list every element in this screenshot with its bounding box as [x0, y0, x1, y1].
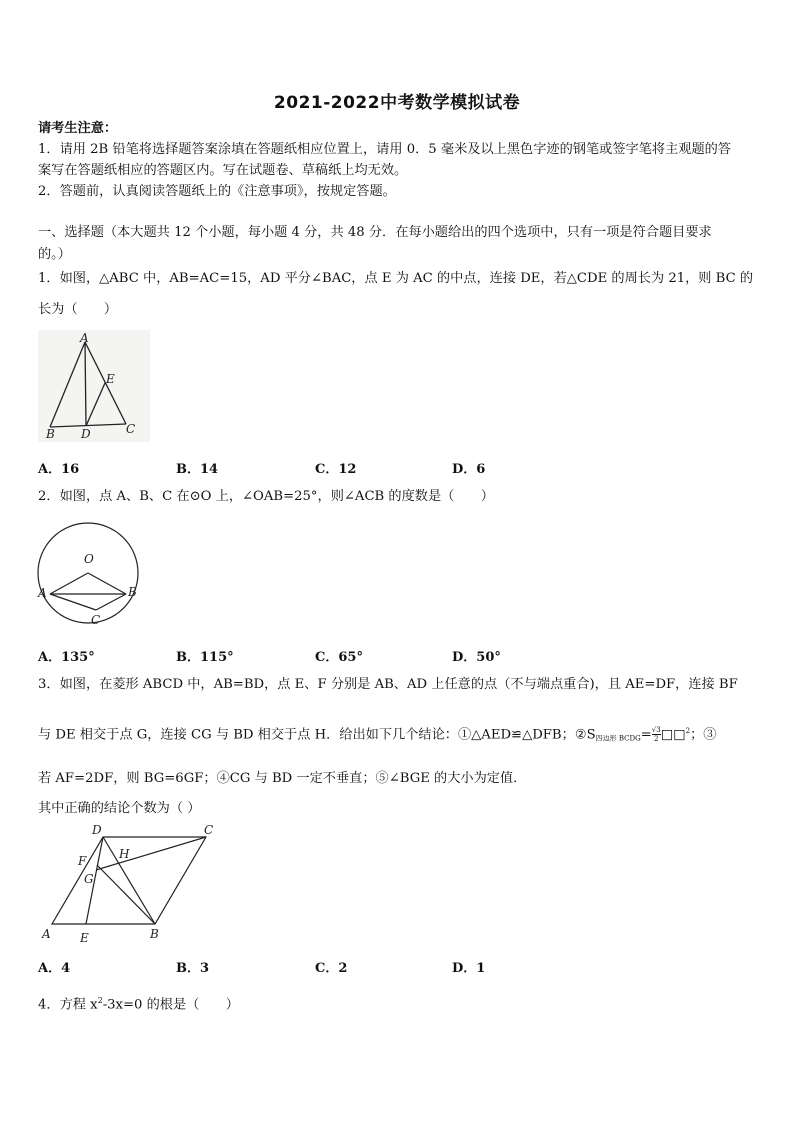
q2-segment-ac	[50, 594, 96, 610]
q3-option-d[interactable]: D．1	[452, 961, 486, 976]
q2-label-c: C	[91, 613, 101, 627]
q3-label-f: F	[78, 854, 87, 868]
q1-label-b: B	[46, 427, 55, 441]
q3-label-d: D	[92, 823, 102, 837]
q3-segment-bf	[97, 865, 155, 924]
q3-equals: =	[640, 727, 652, 743]
q3-fraction	[652, 726, 661, 743]
q3-stem-line-2-end: ；③	[690, 727, 717, 743]
q3-stem-line-4: 其中正确的结论个数为（ ）	[38, 801, 201, 816]
q3-fraction-numerator: √3	[651, 726, 661, 735]
q1-label-e: E	[106, 372, 115, 386]
q2-option-b[interactable]: B．115°	[176, 650, 234, 665]
q2-circle-figure	[36, 518, 142, 628]
q3-superscript: 2	[685, 727, 691, 735]
q1-label-c: C	[126, 422, 136, 436]
q4-exponent: 2	[97, 996, 103, 1005]
q3-stem-line-2-text: 与 DE 相交于点 G，连接 CG 与 BD 相交于点 H．给出如下几个结论：①△AED≌△DFB；②S	[38, 727, 596, 743]
q3-stem-line-3: 若 AF=2DF，则 BG=6GF；④CG 与 BD 一定不垂直；⑤∠BGE 的大小为定值．	[38, 771, 527, 786]
q2-segment-bc	[96, 594, 126, 610]
q1-stem-line-2: 长为（ ）	[38, 302, 118, 317]
q3-rhombus-figure	[36, 820, 226, 948]
q3-missing-glyphs: □□	[660, 727, 686, 743]
q2-label-a: A	[38, 586, 47, 600]
q3-label-h: H	[119, 847, 130, 861]
q1-option-d[interactable]: D．6	[452, 462, 486, 477]
q3-label-a: A	[42, 927, 51, 941]
notice-line-2: 案写在答题纸相应的答题区内。写在试题卷、草稿纸上均无效。	[38, 163, 408, 178]
q3-label-g: G	[84, 872, 94, 886]
q4-stem-start: 4．方程 x	[38, 997, 98, 1013]
notice-line-3: 2．答题前，认真阅读答题纸上的《注意事项》，按规定答题。	[38, 184, 396, 199]
q2-label-b: B	[128, 585, 137, 599]
q2-option-c[interactable]: C．65°	[315, 650, 363, 665]
q3-option-a[interactable]: A．4	[38, 961, 71, 976]
q1-label-a: A	[80, 331, 89, 345]
q1-label-d: D	[81, 427, 91, 441]
q2-segment-oa	[50, 573, 88, 594]
q1-option-c[interactable]: C．12	[315, 462, 357, 477]
section-heading-line-1: 一、选择题（本大题共 12 个小题，每小题 4 分，共 48 分．在每小题给出的四个选项中，只有一项是符合题目要求	[38, 225, 712, 240]
q3-stem-line-2	[38, 722, 716, 747]
q3-option-b[interactable]: B．3	[176, 961, 210, 976]
q3-option-c[interactable]: C．2	[315, 961, 348, 976]
q3-area-subscript: 四边形 BCDG	[595, 734, 641, 743]
q1-option-b[interactable]: B．14	[176, 462, 219, 477]
q1-option-a[interactable]: A．16	[38, 462, 80, 477]
section-heading-line-2: 的。）	[38, 247, 71, 262]
q2-label-o: O	[84, 552, 94, 566]
q2-option-a[interactable]: A．135°	[38, 650, 95, 665]
q3-fraction-denominator: 2	[654, 735, 659, 744]
q3-stem-line-1: 3．如图，在菱形 ABCD 中，AB=BD，点 E、F 分别是 AB、AD 上任意的点（不与端点重合)，且 AE=DF，连接 BF	[38, 677, 738, 692]
q2-stem: 2．如图，点 A、B、C 在⊙O 上，∠OAB=25°，则∠ACB 的度数是（ ）	[38, 489, 494, 504]
q3-label-e: E	[80, 931, 89, 945]
page-title: 2021-2022中考数学模拟试卷	[273, 93, 521, 113]
q1-triangle-figure	[38, 330, 150, 442]
q3-label-b: B	[150, 927, 159, 941]
q3-label-c: C	[204, 823, 214, 837]
q4-stem-end: -3x=0 的根是（ ）	[102, 997, 239, 1013]
notice-heading: 请考生注意：	[38, 121, 118, 136]
notice-line-1: 1．请用 2B 铅笔将选择题答案涂填在答题纸相应位置上，请用 0．5 毫米及以上黑色字迹的钢笔或签字笔将主观题的答	[38, 142, 732, 157]
q2-segment-ob	[88, 573, 126, 594]
q1-stem-line-1: 1．如图，△ABC 中，AB=AC=15，AD 平分∠BAC，点 E 为 AC 的中点，连接 DE，若△CDE 的周长为 21，则 BC 的	[38, 271, 754, 286]
q2-option-d[interactable]: D．50°	[452, 650, 501, 665]
q4-stem	[38, 992, 239, 1014]
